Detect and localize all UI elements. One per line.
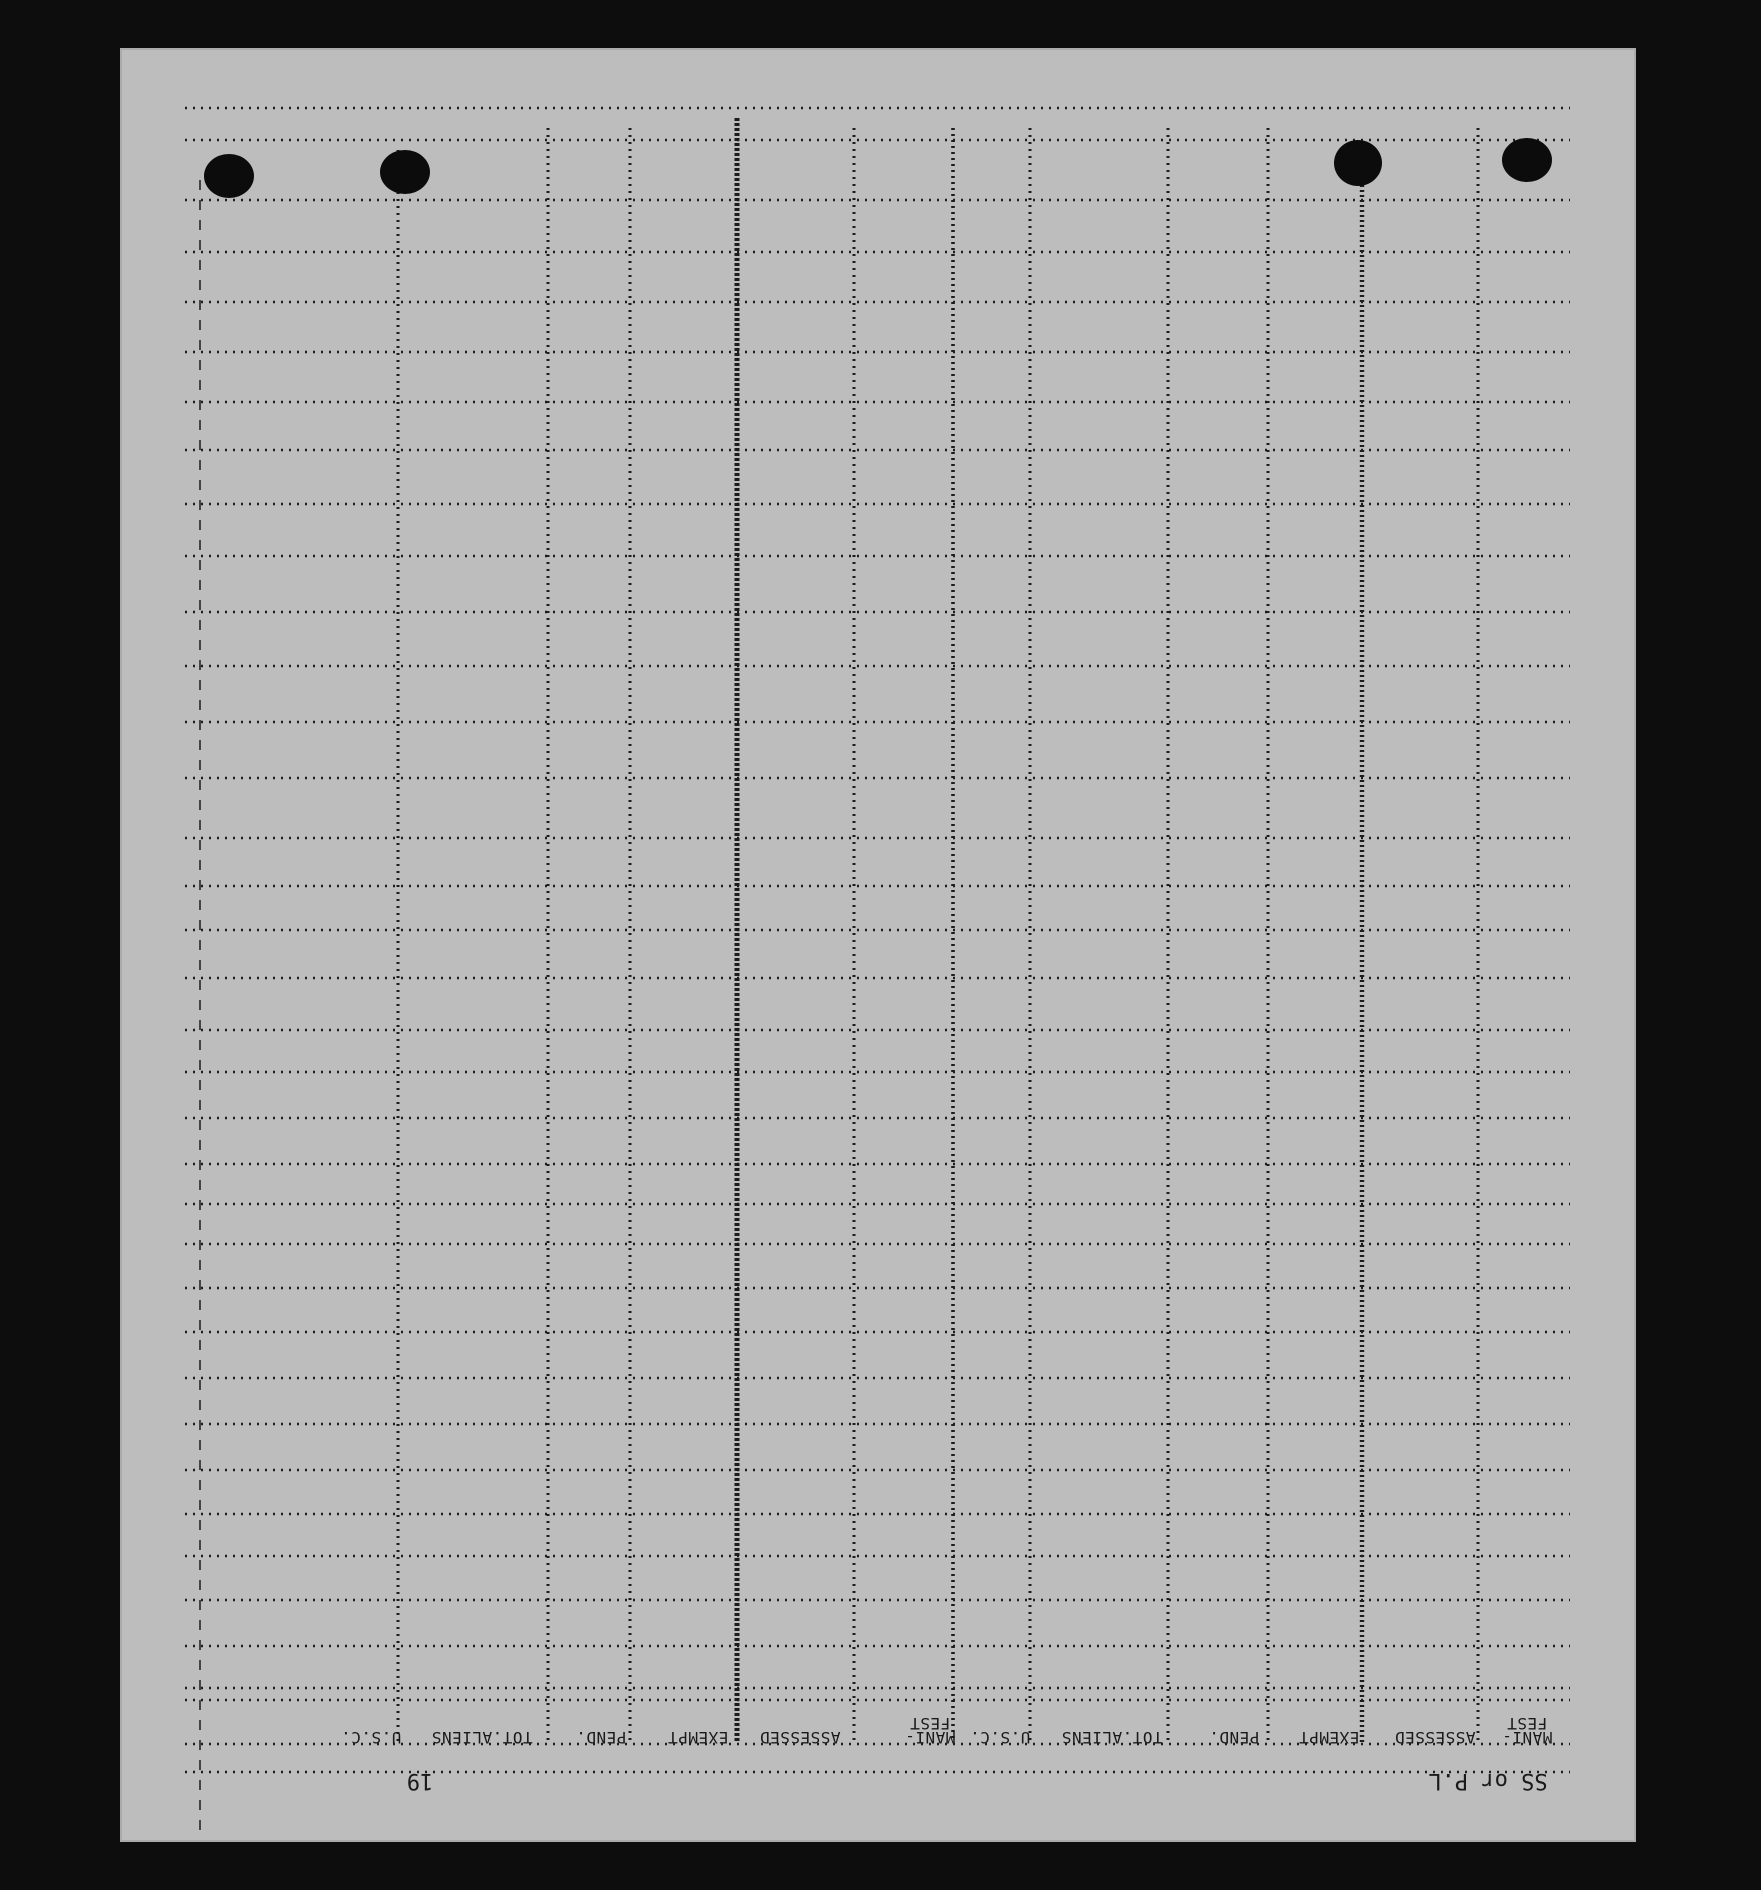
- header-pending-left: [563, 1716, 639, 1747]
- header-total-aliens-right: [1050, 1716, 1174, 1747]
- header-pending-label: PEND.: [575, 1728, 627, 1747]
- header-assessed-left: [750, 1716, 850, 1747]
- header-assessed-label: ASSESSED: [1394, 1728, 1476, 1747]
- header-manifest-line2: FEST: [1506, 1714, 1548, 1733]
- vessel-label: SS or P.L: [1428, 1768, 1548, 1794]
- header-assessed-right: [1385, 1716, 1485, 1747]
- header-usc-label: U.S.C.: [969, 1728, 1031, 1747]
- header-total-aliens-label: TOT.ALIENS: [431, 1728, 533, 1747]
- punch-hole: [380, 150, 430, 194]
- punch-hole: [204, 154, 254, 198]
- header-exempt-left: [655, 1716, 741, 1747]
- punch-hole: [1502, 138, 1552, 182]
- header-manifest-left: [898, 1714, 962, 1747]
- header-total-aliens-label: TOT.ALIENS: [1061, 1728, 1163, 1747]
- header-usc-label: U.S.C.: [340, 1728, 402, 1747]
- header-manifest-line2: FEST: [909, 1714, 951, 1733]
- year-prefix: 19: [406, 1768, 434, 1794]
- header-manifest-right: [1495, 1714, 1559, 1747]
- header-exempt-right: [1286, 1716, 1372, 1747]
- header-pending-label: PEND.: [1208, 1728, 1260, 1747]
- header-usc-right: [960, 1716, 1040, 1747]
- header-exempt-label: EXEMPT: [1298, 1728, 1360, 1747]
- header-manifest-line1: MANI-: [1501, 1728, 1553, 1747]
- header-manifest-line1: MANI-: [904, 1728, 956, 1747]
- punch-hole: [1334, 140, 1382, 186]
- header-assessed-label: ASSESSED: [759, 1728, 841, 1747]
- header-usc-left: [326, 1716, 416, 1747]
- header-pending-right: [1196, 1716, 1272, 1747]
- header-total-aliens-left: [420, 1716, 544, 1747]
- header-exempt-label: EXEMPT: [667, 1728, 729, 1747]
